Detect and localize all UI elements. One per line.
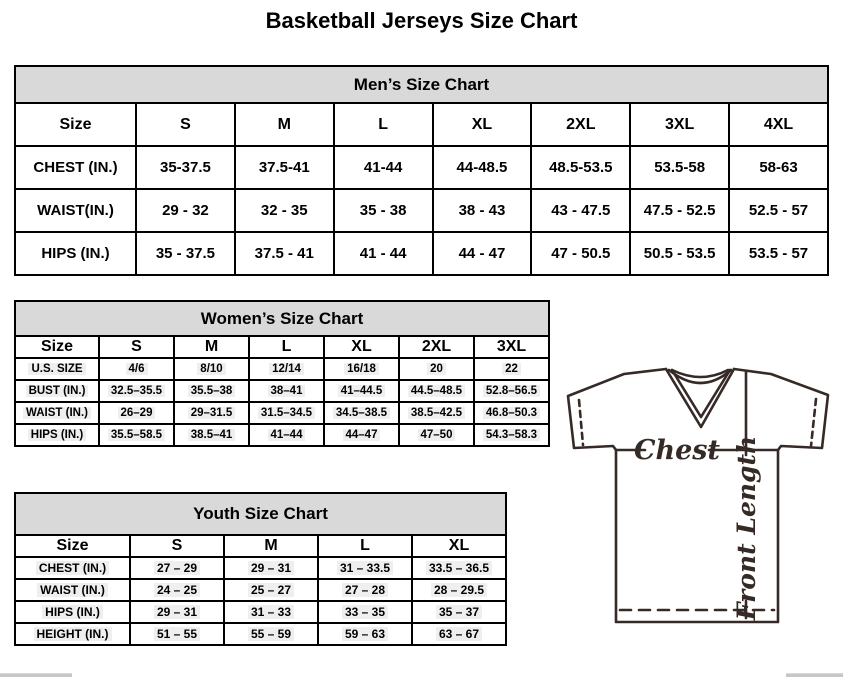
cell-value: 32 - 35 <box>260 202 308 219</box>
table-cell <box>531 189 630 232</box>
cell-value: 31 – 33.5 <box>337 561 393 575</box>
size-column-header: 4XL <box>729 103 828 146</box>
row-label: WAIST (IN.) <box>15 402 99 424</box>
row-label: WAIST (IN.) <box>15 579 130 601</box>
cell-value: 32.5–35.5 <box>108 385 165 397</box>
table-cell <box>224 623 318 645</box>
cell-value: 51 – 55 <box>154 627 200 641</box>
cell-value: 31.5–34.5 <box>258 407 315 419</box>
table-cell <box>433 146 532 189</box>
table-row <box>15 402 549 424</box>
table-cell <box>99 358 174 380</box>
cell-value: 35 - 37.5 <box>155 245 216 262</box>
cell-value: 54.3–58.3 <box>483 429 540 441</box>
table-cell <box>630 232 729 275</box>
table-cell <box>433 189 532 232</box>
size-column-header: L <box>334 103 433 146</box>
table-cell <box>474 402 549 424</box>
cell-value: 35-37.5 <box>159 159 211 176</box>
size-column-header: XL <box>412 535 506 557</box>
cell-value: 44 - 47 <box>458 245 506 262</box>
cell-value: 29–31.5 <box>188 407 236 419</box>
mens-size-chart <box>14 65 829 276</box>
size-header-cell: Size <box>15 103 136 146</box>
header-row <box>15 336 549 358</box>
table-cell <box>318 623 412 645</box>
table-cell <box>474 424 549 446</box>
cell-value: 35 - 38 <box>359 202 407 219</box>
table-row <box>15 623 506 645</box>
size-header-cell: Size <box>15 535 130 557</box>
womens-size-chart <box>14 300 550 447</box>
table-cell <box>399 380 474 402</box>
cell-value: 35 – 37 <box>436 605 482 619</box>
table-cell <box>130 579 224 601</box>
cell-value: 55 – 59 <box>248 627 294 641</box>
size-column-header: L <box>249 336 324 358</box>
table-cell <box>249 402 324 424</box>
cell-value: 22 <box>502 363 521 375</box>
cell-value: 4/6 <box>126 363 148 375</box>
table-cell <box>249 380 324 402</box>
table-row <box>15 579 506 601</box>
cell-value: 41–44 <box>268 429 306 441</box>
size-column-header: M <box>224 535 318 557</box>
cell-value: 16/18 <box>344 363 379 375</box>
table-cell <box>531 232 630 275</box>
row-label: U.S. SIZE <box>15 358 99 380</box>
mens-size-table <box>14 102 829 276</box>
table-cell <box>174 402 249 424</box>
row-label: CHEST (IN.) <box>15 146 136 189</box>
youth-chart-title: Youth Size Chart <box>14 492 507 534</box>
cell-value: 44.5–48.5 <box>408 385 465 397</box>
cell-value: 31 – 33 <box>248 605 294 619</box>
cell-value: 27 – 29 <box>154 561 200 575</box>
cell-value: 37.5-41 <box>258 159 310 176</box>
cell-value: 34.5–38.5 <box>333 407 390 419</box>
table-cell <box>99 402 174 424</box>
cell-value: 59 – 63 <box>342 627 388 641</box>
cell-value: 41-44 <box>363 159 403 176</box>
table-cell <box>136 146 235 189</box>
table-cell <box>318 601 412 623</box>
table-cell <box>249 424 324 446</box>
cell-value: 53.5-58 <box>654 159 706 176</box>
front-length-label: Front Length <box>732 435 761 621</box>
table-cell <box>630 189 729 232</box>
cell-value: 38–41 <box>268 385 306 397</box>
table-row <box>15 424 549 446</box>
table-cell <box>412 601 506 623</box>
table-cell <box>412 579 506 601</box>
table-cell <box>324 402 399 424</box>
table-cell <box>412 557 506 579</box>
table-cell <box>474 358 549 380</box>
row-label: CHEST (IN.) <box>15 557 130 579</box>
table-cell <box>531 146 630 189</box>
cell-value: 38.5–42.5 <box>408 407 465 419</box>
cell-value: 63 – 67 <box>436 627 482 641</box>
table-cell <box>334 146 433 189</box>
mens-chart-title: Men’s Size Chart <box>14 65 829 102</box>
table-cell <box>433 232 532 275</box>
table-cell <box>399 424 474 446</box>
table-cell <box>224 579 318 601</box>
cell-value: 37.5 - 41 <box>254 245 314 262</box>
table-cell <box>729 232 828 275</box>
size-column-header: S <box>136 103 235 146</box>
table-cell <box>399 402 474 424</box>
table-cell <box>130 623 224 645</box>
cell-value: 20 <box>427 363 446 375</box>
womens-size-table <box>14 335 550 447</box>
size-column-header: M <box>174 336 249 358</box>
size-column-header: M <box>235 103 334 146</box>
chest-label: Chest <box>634 435 720 466</box>
jersey-measurement-diagram <box>556 358 843 662</box>
table-cell <box>174 358 249 380</box>
cell-value: 50.5 - 53.5 <box>643 245 716 262</box>
size-column-header: S <box>99 336 174 358</box>
row-label: WAIST(IN.) <box>15 189 136 232</box>
table-row <box>15 601 506 623</box>
cell-value: 43 - 47.5 <box>551 202 611 219</box>
cell-value: 47 - 50.5 <box>551 245 611 262</box>
cell-value: 33 – 35 <box>342 605 388 619</box>
table-cell <box>174 380 249 402</box>
cell-value: 47–50 <box>418 429 456 441</box>
table-cell <box>174 424 249 446</box>
cell-value: 27 – 28 <box>342 583 388 597</box>
size-column-header: 2XL <box>531 103 630 146</box>
youth-size-table <box>14 534 507 646</box>
horizontal-scrollbar-fragment-right[interactable] <box>786 673 843 677</box>
cell-value: 41 - 44 <box>359 245 407 262</box>
size-column-header: XL <box>324 336 399 358</box>
table-cell <box>136 189 235 232</box>
header-row <box>15 103 828 146</box>
table-row <box>15 189 828 232</box>
table-cell <box>318 579 412 601</box>
cell-value: 33.5 – 36.5 <box>426 561 492 575</box>
size-column-header: S <box>130 535 224 557</box>
cell-value: 47.5 - 52.5 <box>643 202 716 219</box>
table-cell <box>249 358 324 380</box>
size-column-header: 3XL <box>630 103 729 146</box>
table-cell <box>224 601 318 623</box>
horizontal-scrollbar-fragment-left[interactable] <box>0 673 72 677</box>
size-column-header: L <box>318 535 412 557</box>
cell-value: 38.5–41 <box>188 429 236 441</box>
cell-value: 29 - 32 <box>162 202 209 219</box>
table-cell <box>224 557 318 579</box>
table-cell <box>318 557 412 579</box>
size-column-header: 3XL <box>474 336 549 358</box>
row-label: HIPS (IN.) <box>15 424 99 446</box>
table-row <box>15 232 828 275</box>
cell-value: 52.8–56.5 <box>483 385 540 397</box>
table-cell <box>99 380 174 402</box>
cell-value: 35.5–58.5 <box>108 429 165 441</box>
cell-value: 44-48.5 <box>456 159 508 176</box>
table-cell <box>324 424 399 446</box>
size-column-header: XL <box>433 103 532 146</box>
womens-chart-title: Women’s Size Chart <box>14 300 550 335</box>
table-cell <box>136 232 235 275</box>
jersey-collar-curve-upper <box>672 370 728 377</box>
table-cell <box>334 232 433 275</box>
cell-value: 28 – 29.5 <box>431 583 487 597</box>
table-cell <box>235 146 334 189</box>
table-cell <box>334 189 433 232</box>
table-cell <box>399 358 474 380</box>
cell-value: 41–44.5 <box>338 385 386 397</box>
table-row <box>15 557 506 579</box>
youth-size-chart <box>14 492 507 646</box>
jersey-outline-svg <box>556 358 843 662</box>
cell-value: 38 - 43 <box>458 202 506 219</box>
cell-value: 25 – 27 <box>248 583 294 597</box>
jersey-left-cuff-dashed-line <box>579 400 583 445</box>
cell-value: 8/10 <box>197 363 225 375</box>
table-cell <box>235 189 334 232</box>
cell-value: 46.8–50.3 <box>483 407 540 419</box>
table-row <box>15 380 549 402</box>
cell-value: 35.5–38 <box>188 385 236 397</box>
cell-value: 52.5 - 57 <box>748 202 809 219</box>
table-cell <box>130 557 224 579</box>
size-header-cell: Size <box>15 336 99 358</box>
table-cell <box>324 380 399 402</box>
table-row <box>15 358 549 380</box>
cell-value: 12/14 <box>269 363 304 375</box>
table-cell <box>130 601 224 623</box>
table-cell <box>324 358 399 380</box>
table-cell <box>412 623 506 645</box>
table-cell <box>474 380 549 402</box>
row-label: HEIGHT (IN.) <box>15 623 130 645</box>
table-cell <box>630 146 729 189</box>
table-cell <box>729 146 828 189</box>
cell-value: 24 – 25 <box>154 583 200 597</box>
table-row <box>15 146 828 189</box>
cell-value: 53.5 - 57 <box>748 245 809 262</box>
row-label: HIPS (IN.) <box>15 601 130 623</box>
cell-value: 26–29 <box>118 407 156 419</box>
cell-value: 58-63 <box>759 159 798 176</box>
header-row <box>15 535 506 557</box>
table-cell <box>729 189 828 232</box>
cell-value: 29 – 31 <box>248 561 294 575</box>
cell-value: 48.5-53.5 <box>549 159 613 176</box>
table-cell <box>99 424 174 446</box>
row-label: BUST (IN.) <box>15 380 99 402</box>
table-cell <box>235 232 334 275</box>
page-title: Basketball Jerseys Size Chart <box>265 8 578 33</box>
cell-value: 44–47 <box>343 429 381 441</box>
row-label: HIPS (IN.) <box>15 232 136 275</box>
cell-value: 29 – 31 <box>154 605 200 619</box>
jersey-body-outline <box>568 369 828 622</box>
size-column-header: 2XL <box>399 336 474 358</box>
jersey-right-cuff-dashed-line <box>811 399 816 446</box>
